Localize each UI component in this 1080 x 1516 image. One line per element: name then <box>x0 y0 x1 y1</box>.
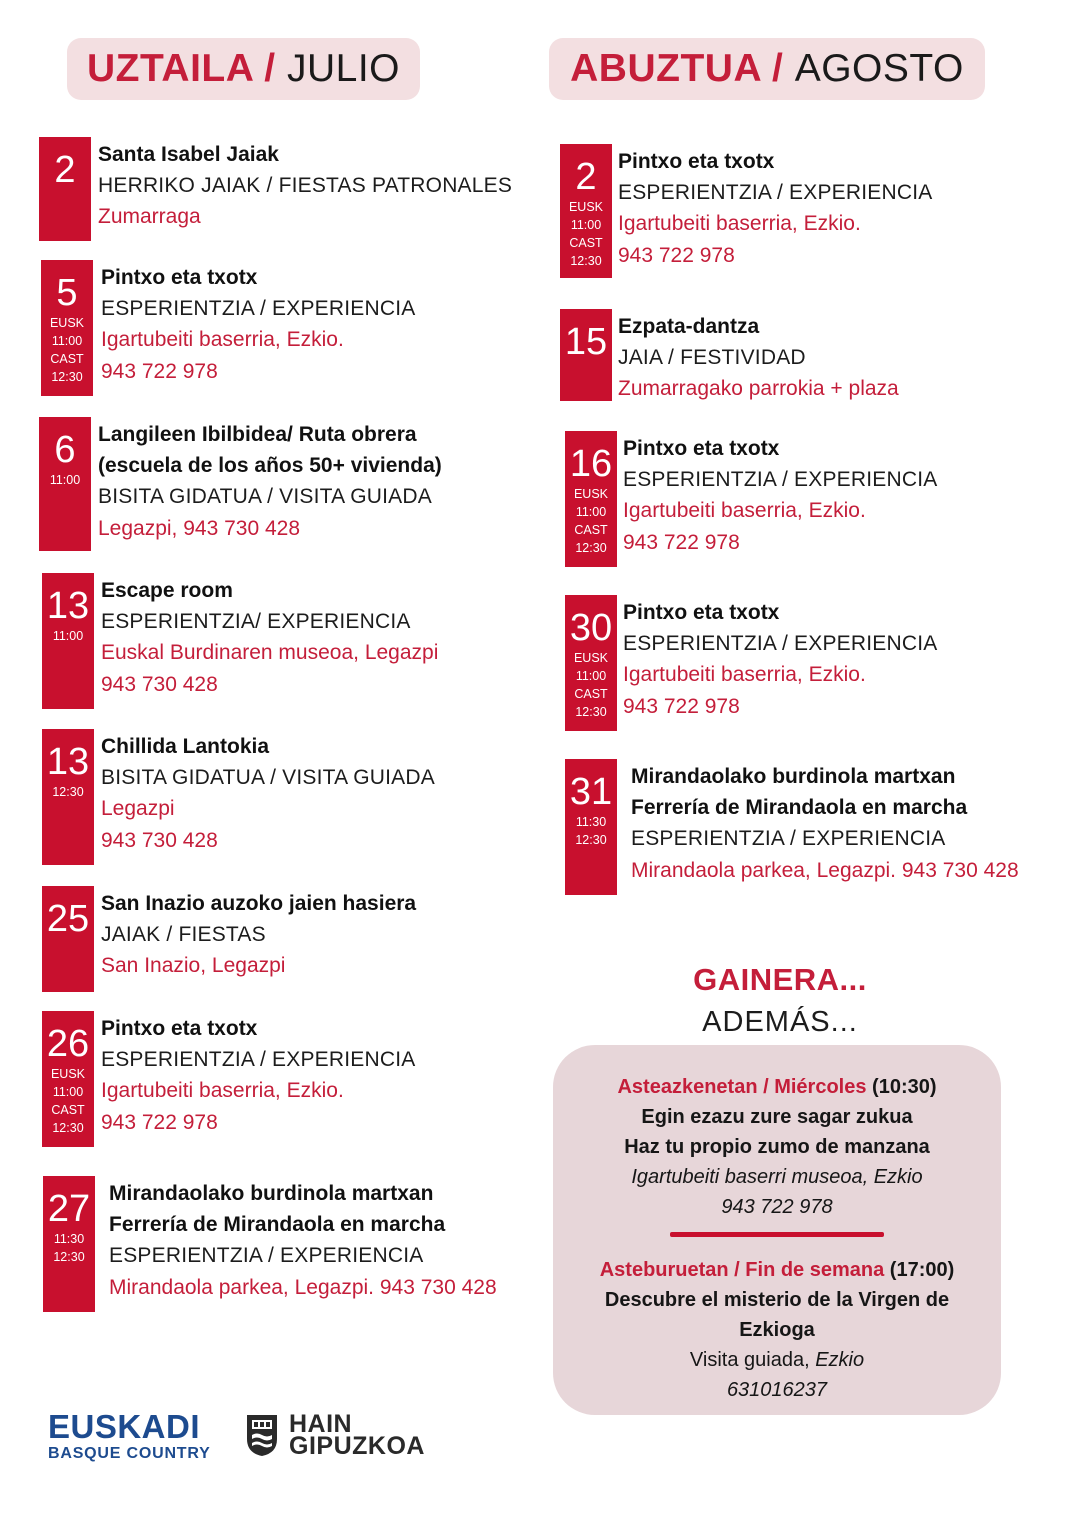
event-phone: 943 730 428 <box>101 672 218 696</box>
event-schedule-line: CAST <box>50 352 84 366</box>
event-schedule-line: CAST <box>574 687 608 701</box>
event-type: ESPERIENTZIA / EXPERIENCIA <box>631 827 946 851</box>
event-title: Chillida Lantokia <box>101 735 270 758</box>
event-schedule <box>42 1065 94 1137</box>
event-loc: Igartubeiti baserria, Ezkio. <box>623 663 866 687</box>
event-loc: Mirandaola parkea, Legazpi. 943 730 428 <box>631 858 1019 882</box>
event-title: Pintxo eta txotx <box>623 601 780 624</box>
event-schedule-line: EUSK <box>573 651 609 665</box>
event-day: 13 <box>46 741 90 783</box>
event-day: 26 <box>46 1023 90 1065</box>
event-type: BISITA GIDATUA / VISITA GUIADA <box>98 485 432 509</box>
event-schedule-line: CAST <box>51 1103 85 1117</box>
event-loc: Zumarragako parrokia + plaza <box>618 377 899 401</box>
event-title: Pintxo eta txotx <box>101 266 258 289</box>
event-schedule <box>565 485 617 557</box>
event-schedule <box>42 783 94 801</box>
event-details <box>98 139 512 233</box>
event-loc: Legazpi <box>101 797 175 821</box>
event-schedule-line: EUSK <box>49 316 85 330</box>
euskadi-logo-text: EUSKADI <box>48 1408 201 1445</box>
event-phone: 943 722 978 <box>101 1110 218 1134</box>
event-loc: Igartubeiti baserria, Ezkio. <box>101 328 344 352</box>
july-header-es: JULIO <box>286 47 400 90</box>
hain-text: HAIN <box>289 1410 353 1438</box>
extra-divider <box>670 1232 884 1237</box>
event-schedule <box>41 314 93 386</box>
event-title: Pintxo eta txotx <box>623 437 780 460</box>
event-title: Langileen Ibilbidea/ Ruta obrera <box>98 423 417 446</box>
event-date-box <box>42 1011 94 1147</box>
event-schedule-line: EUSK <box>568 200 604 214</box>
event-type: ESPERIENTZIA / EXPERIENCIA <box>623 632 938 656</box>
event-schedule-line: 11:00 <box>52 1085 84 1099</box>
extra-block2-place-town: Ezkio <box>815 1349 865 1371</box>
extra-block2-time: (17:00) <box>884 1259 955 1281</box>
event-phone: 943 722 978 <box>101 359 218 383</box>
event-schedule-line: 11:30 <box>575 815 607 829</box>
event-details <box>101 888 416 982</box>
event-type: ESPERIENTZIA / EXPERIENCIA <box>623 468 938 492</box>
event-title: Ezpata-dantza <box>618 315 760 338</box>
extra-block2-place-prefix: Visita guiada, <box>689 1349 816 1371</box>
event-title: Mirandaolako burdinola martxan <box>631 765 956 788</box>
hain-gipuzkoa-logo <box>245 1410 425 1460</box>
extra-block1-heading <box>553 1072 1001 1102</box>
event-loc: Igartubeiti baserria, Ezkio. <box>623 499 866 523</box>
event-schedule-line: EUSK <box>573 487 609 501</box>
extra-heading: GAINERA... <box>693 962 867 997</box>
event-date-box <box>42 886 94 992</box>
event-loc: Igartubeiti baserria, Ezkio. <box>618 212 861 236</box>
july-header-eu: UZTAILA / <box>86 47 276 90</box>
event-day: 2 <box>575 156 597 198</box>
event-day: 15 <box>564 321 608 363</box>
extra-block2-when: Asteburuetan / Fin de semana <box>599 1259 885 1281</box>
event-schedule-line: 12:30 <box>52 1121 84 1135</box>
event-schedule-line: 11:30 <box>53 1232 85 1246</box>
july-header <box>67 38 420 100</box>
event-day: 30 <box>569 607 613 649</box>
event-details <box>98 419 442 544</box>
event-loc: Zumarraga <box>98 205 201 229</box>
event-type: JAIAK / FIESTAS <box>101 923 266 947</box>
event-schedule-line: 12:30 <box>575 833 607 847</box>
event-schedule-line: 11:00 <box>52 629 84 643</box>
event-title: Ferrería de Mirandaola en marcha <box>631 796 968 820</box>
event-date-box <box>565 431 617 567</box>
event-day: 31 <box>569 771 613 813</box>
event-type: ESPERIENTZIA / EXPERIENCIA <box>109 1244 424 1268</box>
event-schedule <box>42 627 94 645</box>
event-details <box>101 262 415 387</box>
event-type: JAIA / FESTIVIDAD <box>618 346 806 370</box>
euskadi-logo <box>48 1409 211 1463</box>
event-date-box <box>42 729 94 865</box>
event-phone: 943 722 978 <box>623 694 740 718</box>
extra-block2-line2: Ezkioga <box>739 1319 815 1341</box>
event-schedule <box>565 813 617 849</box>
event-date-box <box>42 573 94 709</box>
event-loc: Euskal Burdinaren museoa, Legazpi <box>101 641 439 665</box>
event-schedule-line: 12:30 <box>52 785 84 799</box>
event-schedule-line: CAST <box>574 523 608 537</box>
extra-block1-phone: 943 722 978 <box>721 1196 833 1218</box>
event-details <box>101 1013 415 1138</box>
event-title: (escuela de los años 50+ vivienda) <box>98 454 442 478</box>
event-type: ESPERIENTZIA / EXPERIENCIA <box>101 1048 416 1072</box>
event-title: San Inazio auzoko jaien hasiera <box>101 892 417 915</box>
extra-block1-line1: Egin ezazu zure sagar zukua <box>641 1106 913 1128</box>
extra-subheading: ADEMÁS... <box>702 1006 858 1038</box>
event-type: HERRIKO JAIAK / FIESTAS PATRONALES <box>98 174 513 198</box>
event-details <box>623 433 937 558</box>
event-day: 16 <box>569 443 613 485</box>
event-day: 13 <box>46 585 90 627</box>
event-title: Mirandaolako burdinola martxan <box>109 1182 434 1205</box>
event-details <box>618 146 932 271</box>
event-date-box <box>41 260 93 396</box>
event-title: Santa Isabel Jaiak <box>98 143 279 166</box>
extra-block1-place: Igartubeiti baserri museoa, Ezkio <box>631 1166 923 1188</box>
event-details <box>631 761 1019 886</box>
event-schedule-line: 11:00 <box>51 334 83 348</box>
event-details <box>618 311 899 405</box>
event-title: Ferrería de Mirandaola en marcha <box>109 1213 446 1237</box>
event-schedule-line: 11:00 <box>49 473 81 487</box>
extra-block2-heading <box>553 1255 1001 1285</box>
event-schedule-line: 12:30 <box>575 541 607 555</box>
event-loc: Igartubeiti baserria, Ezkio. <box>101 1079 344 1103</box>
event-schedule <box>560 198 612 270</box>
event-loc: Legazpi, 943 730 428 <box>98 516 301 540</box>
event-type: ESPERIENTZIA / EXPERIENCIA <box>101 297 416 321</box>
event-schedule <box>39 471 91 489</box>
event-loc: Mirandaola parkea, Legazpi. 943 730 428 <box>109 1275 497 1299</box>
event-type: ESPERIENTZIA / EXPERIENCIA <box>618 181 933 205</box>
extra-block1-time: (10:30) <box>866 1076 937 1098</box>
event-title: Escape room <box>101 579 233 602</box>
extra-block2-phone: 631016237 <box>726 1379 828 1401</box>
event-schedule-line: EUSK <box>50 1067 86 1081</box>
event-phone: 943 730 428 <box>101 828 218 852</box>
gipuzkoa-text: GIPUZKOA <box>289 1432 425 1460</box>
event-schedule-line: 12:30 <box>53 1250 85 1264</box>
event-date-box <box>565 759 617 895</box>
event-schedule-line: 11:00 <box>575 669 607 683</box>
august-header-eu: ABUZTUA / <box>570 47 784 90</box>
event-schedule <box>565 649 617 721</box>
event-date-box <box>560 309 612 401</box>
event-schedule-line: CAST <box>569 236 603 250</box>
event-schedule-line: 11:00 <box>570 218 602 232</box>
event-schedule-line: 12:30 <box>575 705 607 719</box>
event-schedule <box>43 1230 95 1266</box>
event-date-box <box>565 595 617 731</box>
event-details <box>101 575 438 700</box>
event-title: Pintxo eta txotx <box>618 150 775 173</box>
event-phone: 943 722 978 <box>618 243 735 267</box>
event-date-box <box>39 137 91 241</box>
extra-block2-line1: Descubre el misterio de la Virgen de <box>604 1289 950 1311</box>
event-type: BISITA GIDATUA / VISITA GUIADA <box>101 766 435 790</box>
august-header-es: AGOSTO <box>794 47 964 90</box>
event-title: Pintxo eta txotx <box>101 1017 258 1040</box>
extra-block1-when: Asteazkenetan / Miércoles <box>617 1076 867 1098</box>
event-day: 27 <box>47 1188 91 1230</box>
event-day: 2 <box>54 149 76 191</box>
event-loc: San Inazio, Legazpi <box>101 954 286 978</box>
event-schedule-line: 12:30 <box>570 254 602 268</box>
event-date-box <box>39 417 91 551</box>
gipuzkoa-shield-icon <box>245 1413 279 1457</box>
extra-block1-line2: Haz tu propio zumo de manzana <box>624 1136 930 1158</box>
event-day: 5 <box>56 272 78 314</box>
august-header <box>549 38 985 100</box>
event-type: ESPERIENTZIA/ EXPERIENCIA <box>101 610 411 634</box>
event-date-box <box>560 144 612 278</box>
event-schedule-line: 11:00 <box>575 505 607 519</box>
event-date-box <box>43 1176 95 1312</box>
event-day: 25 <box>46 898 90 940</box>
extra-block2-place <box>553 1345 1001 1375</box>
basque-country-text: BASQUE COUNTRY <box>48 1445 211 1462</box>
event-details <box>109 1178 497 1303</box>
extra-activities-box <box>553 1045 1001 1415</box>
event-details <box>623 597 937 722</box>
event-phone: 943 722 978 <box>623 530 740 554</box>
event-details <box>101 731 435 856</box>
event-schedule-line: 12:30 <box>51 370 83 384</box>
event-day: 6 <box>54 429 76 471</box>
